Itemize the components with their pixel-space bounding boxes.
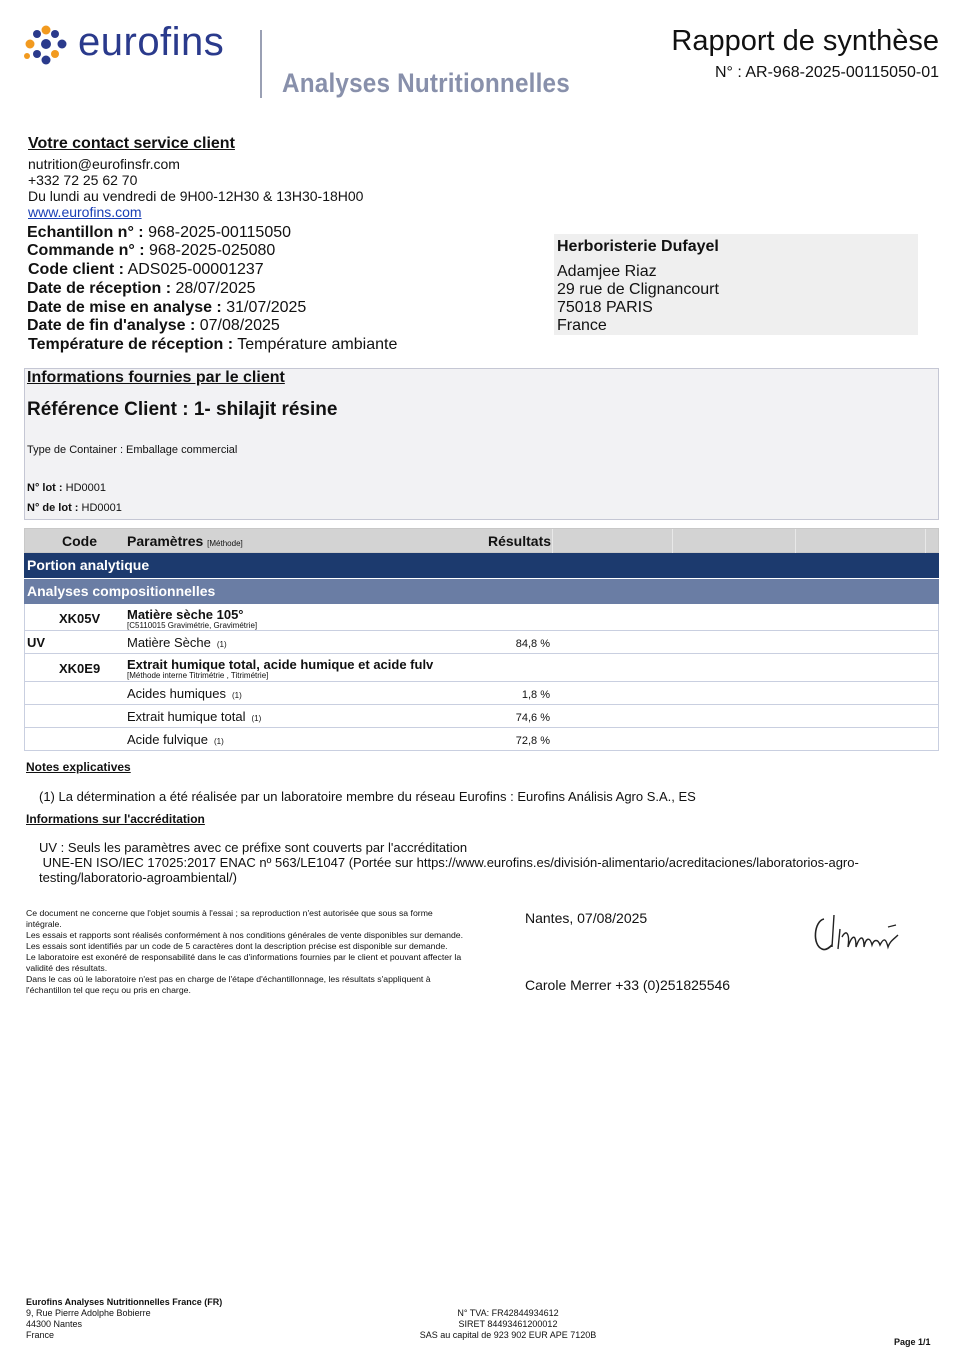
lot-label: N° lot : xyxy=(27,482,63,494)
row-value: 84,8 % xyxy=(515,638,550,650)
contact-website-link[interactable]: www.eurofins.com xyxy=(28,204,142,220)
logo-dots-icon xyxy=(22,24,70,68)
footer-company xyxy=(26,1297,222,1341)
col-code: Code xyxy=(62,533,97,549)
row-note: (1) xyxy=(216,640,227,649)
meta-commande xyxy=(27,242,275,260)
handwritten-signature xyxy=(808,905,908,961)
row-param xyxy=(127,635,227,650)
meta-label: Commande n° : xyxy=(27,242,145,259)
row-param-label: Extrait humique total xyxy=(127,709,246,724)
lot-number xyxy=(27,482,106,494)
meta-value: Température ambiante xyxy=(237,336,398,353)
row-value: 74,6 % xyxy=(515,712,550,724)
page-number: Page 1/1 xyxy=(894,1337,931,1347)
footer-legal xyxy=(380,1308,636,1341)
col-params-label: Paramètres xyxy=(127,533,204,549)
contact-website-wrap xyxy=(28,204,142,220)
meta-value: 968-2025-00115050 xyxy=(148,224,292,241)
table-row xyxy=(24,654,939,682)
row-param xyxy=(127,732,224,747)
meta-label: Température de réception : xyxy=(28,336,234,353)
row-param-label: Acides humiques xyxy=(127,686,226,701)
logo-wordmark: eurofins xyxy=(78,20,225,64)
signature-place-date: Nantes, 07/08/2025 xyxy=(525,910,648,926)
col-separator xyxy=(672,529,673,553)
row-code: XK05V xyxy=(59,611,101,626)
contact-email: nutrition@eurofinsfr.com xyxy=(28,156,180,172)
disclaimer xyxy=(26,908,521,996)
table-header xyxy=(24,528,939,553)
footer-legal-line: SAS au capital de 923 902 EUR APE 7120B xyxy=(419,1330,597,1340)
client-reference: Référence Client : 1- shilajit résine xyxy=(27,399,338,420)
meta-label: Date de réception : xyxy=(27,280,172,297)
row-note: (1) xyxy=(232,691,242,700)
col-separator xyxy=(795,529,796,553)
row-param: Extrait humique total, acide humique et acide fulv xyxy=(127,657,434,672)
accreditation-heading: Informations sur l'accréditation xyxy=(26,812,205,826)
footer-address-line: France xyxy=(26,1330,55,1340)
results-table xyxy=(24,528,939,751)
footer-legal-line: SIRET 84493461200012 xyxy=(458,1319,558,1329)
contact-hours: Du lundi au vendredi de 9H00-12H30 & 13H30-18H00 xyxy=(28,188,364,204)
header-divider xyxy=(260,30,262,98)
lot-value: HD0001 xyxy=(65,482,106,494)
meta-echantillon xyxy=(27,224,291,242)
contact-heading: Votre contact service client xyxy=(28,135,235,152)
table-row xyxy=(24,728,939,751)
col-params xyxy=(127,533,243,549)
disclaimer-line: Dans le cas où le laboratoire n'est pas en charge de l'étape d'échantillonnage, les résultats s'appliquent à xyxy=(26,974,431,984)
row-note: (1) xyxy=(251,714,262,723)
footer-company-name: Eurofins Analyses Nutritionnelles France (FR) xyxy=(26,1297,223,1307)
meta-fin-analyse xyxy=(27,317,280,335)
meta-temperature xyxy=(28,336,397,354)
row-param: Matière sèche 105° xyxy=(127,607,244,622)
table-row xyxy=(24,631,939,654)
meta-label: Date de fin d'analyse : xyxy=(27,317,196,334)
meta-value: 31/07/2025 xyxy=(226,299,307,316)
col-separator xyxy=(552,529,553,553)
container-type: Type de Container : Emballage commercial xyxy=(27,444,238,456)
accreditation-line: testing/laboratorio-agroambiental/) xyxy=(39,870,237,885)
row-value: 1,8 % xyxy=(521,689,550,701)
meta-code-client xyxy=(28,261,264,279)
meta-value: 28/07/2025 xyxy=(175,280,256,297)
notes-heading: Notes explicatives xyxy=(26,760,131,774)
table-row xyxy=(24,682,939,705)
meta-label: Date de mise en analyse : xyxy=(27,299,222,316)
contact-phone: +332 72 25 62 70 xyxy=(28,172,138,188)
row-param xyxy=(127,709,261,724)
disclaimer-line: Le laboratoire est exonéré de responsabilité dans le cas d'informations fournies par le client et pouvant affecter la xyxy=(26,952,462,962)
footer-address-line: 44300 Nantes xyxy=(26,1319,83,1329)
row-note: (1) xyxy=(213,737,224,746)
row-param-label: Acide fulvique xyxy=(127,732,208,747)
address-company: Herboristerie Dufayel xyxy=(557,238,719,255)
meta-reception xyxy=(27,280,256,298)
table-row xyxy=(24,604,939,631)
disclaimer-line: Les essais sont identifiés par un code de 5 caractères dont la description précise est disponible sur demande. xyxy=(26,941,448,951)
disclaimer-line: validité des résultats. xyxy=(26,963,108,973)
disclaimer-line: Ce document ne concerne que l'objet soumis à l'essai ; sa reproduction n'est autorisée que sous sa forme xyxy=(26,908,433,918)
disclaimer-line: Les essais et rapports sont réalisés conformément à nos conditions générales de vente disponibles sur demande. xyxy=(26,930,464,940)
row-method: [Méthode interne Titrimétrie , Titrimétrie] xyxy=(127,671,269,680)
de-lot-label: N° de lot : xyxy=(27,502,79,514)
table-row xyxy=(24,705,939,728)
meta-label: Echantillon n° : xyxy=(27,224,144,241)
meta-value: 968-2025-025080 xyxy=(148,242,276,259)
band-portion-analytique: Portion analytique xyxy=(24,553,939,578)
address-line: Adamjee Riaz xyxy=(557,263,657,280)
notes-text: (1) La détermination a été réalisée par un laboratoire membre du réseau Eurofins : Eurofins Análisis Agro S.A., ES xyxy=(39,789,696,804)
meta-mise-analyse xyxy=(27,299,306,317)
disclaimer-line: l'échantillon tel que reçu ou pris en charge. xyxy=(26,985,191,995)
address-line: 75018 PARIS xyxy=(557,299,653,316)
meta-label: Code client : xyxy=(28,261,125,278)
de-lot-number xyxy=(27,502,122,514)
footer-address-line: 9, Rue Pierre Adolphe Bobierre xyxy=(26,1308,151,1318)
col-results: Résultats xyxy=(488,533,552,549)
de-lot-value: HD0001 xyxy=(81,502,122,514)
report-title: Rapport de synthèse xyxy=(671,25,939,57)
meta-value: 07/08/2025 xyxy=(199,317,280,334)
row-code: UV xyxy=(27,635,46,650)
signatory-name: Carole Merrer +33 (0)251825546 xyxy=(525,977,731,993)
disclaimer-line: intégrale. xyxy=(26,919,62,929)
col-separator xyxy=(925,529,926,553)
meta-value: ADS025-00001237 xyxy=(127,261,264,278)
row-param-label: Matière Sèche xyxy=(127,635,211,650)
row-param xyxy=(127,686,242,701)
row-value: 72,8 % xyxy=(515,735,550,747)
row-method: [C5110015 Gravimétrie, Gravimétrie] xyxy=(127,621,258,630)
footer-legal-line: N° TVA: FR42844934612 xyxy=(457,1308,559,1318)
address-line: 29 rue de Clignancourt xyxy=(557,281,719,298)
row-code: XK0E9 xyxy=(59,661,101,676)
lab-subtitle: Analyses Nutritionnelles xyxy=(282,68,570,98)
col-method-label: [Méthode] xyxy=(207,539,243,548)
accreditation-line: UNE-EN ISO/IEC 17025:2017 ENAC nº 563/LE1047 (Portée sur https://www.eurofins.es/división-alimentario/acreditaciones/laboratorios-agro- xyxy=(39,855,859,870)
address-line: France xyxy=(557,317,607,334)
band-analyses-compositionnelles: Analyses compositionnelles xyxy=(24,579,939,604)
accreditation-line: UV : Seuls les paramètres avec ce préfixe sont couverts par l'accréditation xyxy=(39,840,468,855)
report-number: N° : AR-968-2025-00115050-01 xyxy=(714,64,939,81)
client-info-heading: Informations fournies par le client xyxy=(27,369,285,386)
